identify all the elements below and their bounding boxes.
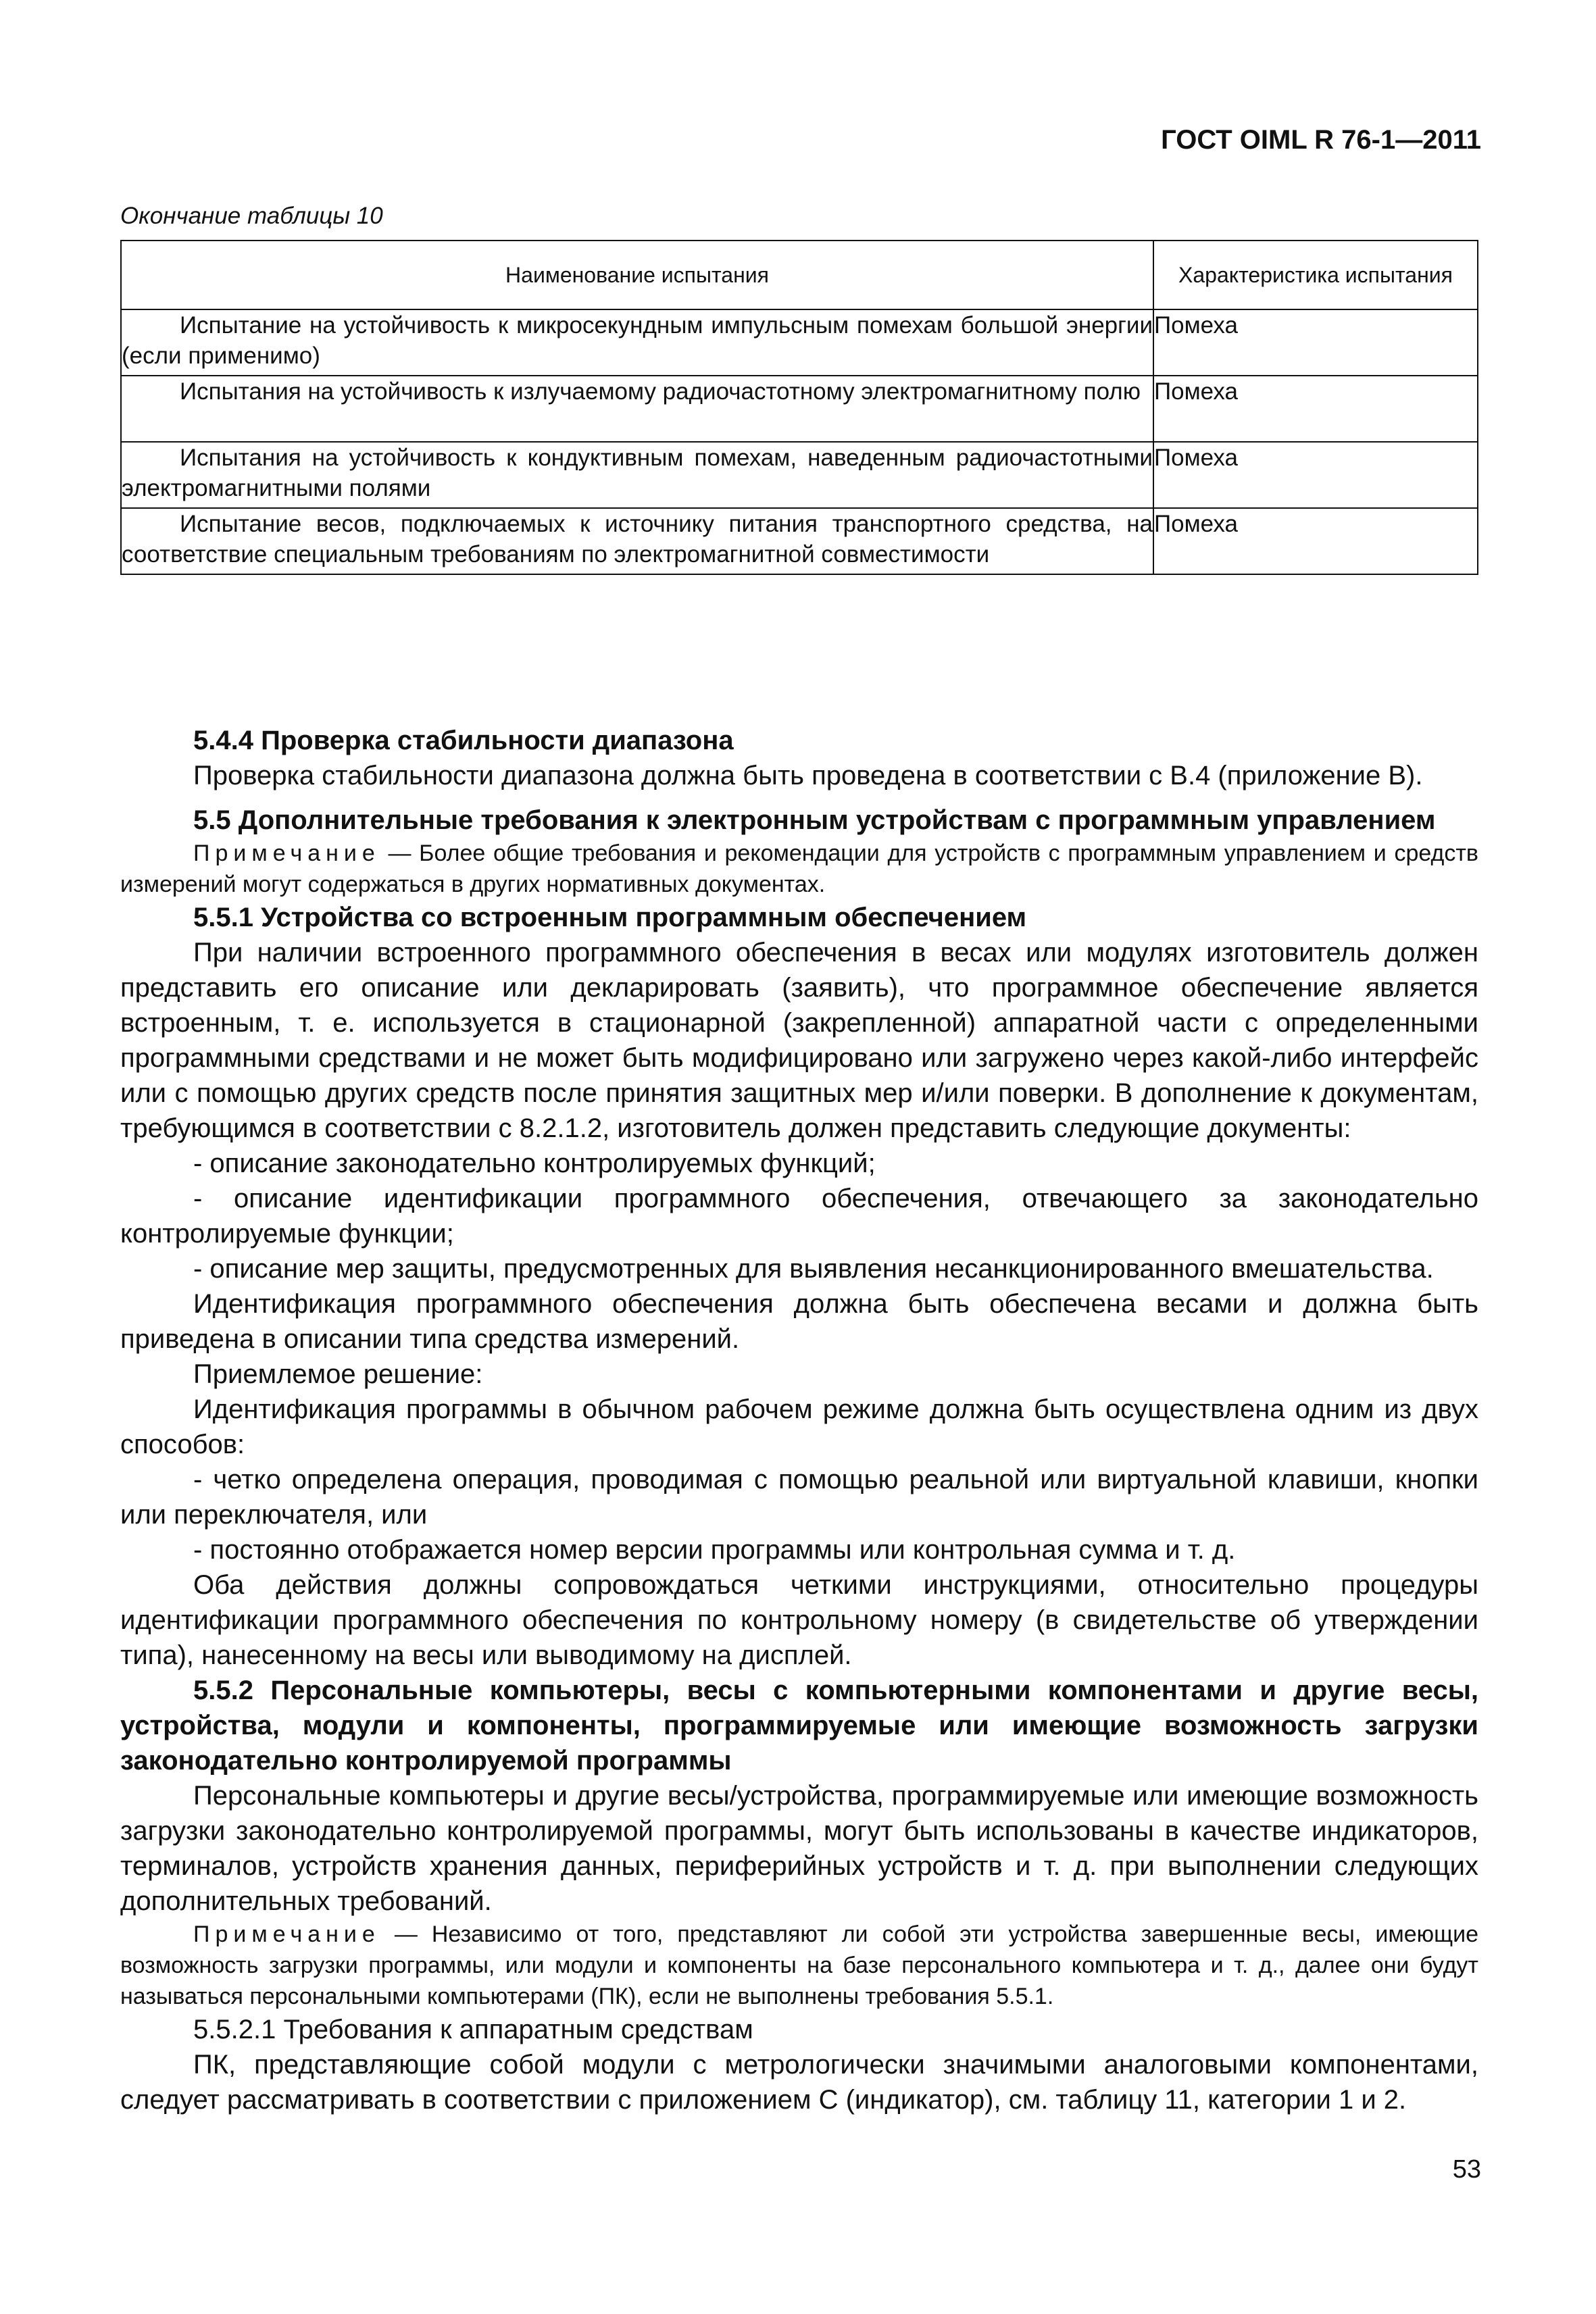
- note: [120, 1919, 1478, 2012]
- tests-table: [120, 240, 1478, 575]
- test-name-cell: Испытание весов, подключаемых к источнику питания транспортного средства, на соответствие специальным требованиям по электромагнитной совместимости: [121, 508, 1153, 574]
- paragraph: Оба действия должны сопровождаться четкими инструкциями, относительно процедуры идентификации программного обеспечения по контрольному номеру (в свидетельстве об утверждении типа), нанесенному на весы или выводимому на дисплей.: [120, 1570, 1478, 1670]
- paragraph: ПК, представляющие собой модули с метрологически значимыми аналоговыми компонентами, следует рассматривать в соответствии с приложением С (индикатор), см. таблицу 11, категории 1 и 2.: [120, 2050, 1478, 2115]
- note-text: — Независимо от того, представляют ли собой эти устройства завершенные весы, имеющие возможность загрузки программы, или модули и компоненты на базе персонального компьютера и т. д., далее они будут называться персональными компьютерами (ПК), если не выполнены требования 5.5.1.: [120, 1921, 1478, 2009]
- paragraph: При наличии встроенного программного обеспечения в весах или модулях изготовитель должен представить его описание или декларировать (заявить), что программное обеспечение является встроенным, т. е. используется в стационарной (закрепленной) аппаратной части с определенными программными средствами и не может быть модифицировано или загружено через какой-либо интерфейс или с помощью других средств после принятия защитных мер и/или поверки. В дополнение к документам, требующимся в соответствии с 8.2.1.2, изготовитель должен представить следующие документы:: [120, 938, 1478, 1143]
- test-kind-cell: Помеха: [1153, 376, 1478, 442]
- document-code: ГОСТ OIML R 76-1—2011: [1161, 125, 1481, 155]
- table-row: [121, 442, 1478, 508]
- table-row: [121, 309, 1478, 376]
- list-item: - описание идентификации программного обеспечения, отвечающего за законодательно контролируемые функции;: [120, 1184, 1478, 1249]
- section-heading-5-5-1: 5.5.1 Устройства со встроенным программным обеспечением: [193, 903, 1027, 932]
- table-row: [121, 508, 1478, 574]
- paragraph: Персональные компьютеры и другие весы/устройства, программируемые или имеющие возможность загрузки законодательно контролируемой программы, могут быть использованы в качестве индикаторов, терминалов, устройств хранения данных, периферийных устройств и т. д. при выполнении следующих дополнительных требований.: [120, 1781, 1478, 1916]
- test-name-cell: Испытания на устойчивость к излучаемому радиочастотному электромагнитному полю: [121, 376, 1153, 442]
- note-label: Примечание: [193, 1921, 380, 1947]
- note: [120, 838, 1478, 900]
- note-text: — Более общие требования и рекомендации для устройств с программным управлением и средств измерений могут содержаться в других нормативных документах.: [120, 840, 1478, 897]
- table-row: [121, 376, 1478, 442]
- test-kind-cell: Помеха: [1153, 309, 1478, 376]
- test-kind-cell: Помеха: [1153, 508, 1478, 574]
- document-body: [120, 723, 1478, 2117]
- paragraph: Идентификация программы в обычном рабочем режиме должна быть осуществлена одним из двух способов:: [120, 1394, 1478, 1459]
- paragraph: Проверка стабильности диапазона должна быть проведена в соответствии с В.4 (приложение В).: [193, 761, 1423, 790]
- test-kind-cell: Помеха: [1153, 442, 1478, 508]
- test-name-cell: Испытание на устойчивость к микросекундным импульсным помехам большой энергии (если применимо): [121, 309, 1153, 376]
- table-header-row: [121, 241, 1478, 309]
- list-item: - четко определена операция, проводимая с помощью реальной или виртуальной клавиши, кнопки или переключателя, или: [120, 1465, 1478, 1530]
- section-heading-5-4-4: 5.4.4 Проверка стабильности диапазона: [193, 726, 734, 755]
- list-item: - описание законодательно контролируемых функций;: [193, 1149, 876, 1178]
- note-label: Примечание: [193, 840, 380, 866]
- section-heading-5-5: 5.5 Дополнительные требования к электронным устройствам с программным управлением: [193, 805, 1436, 835]
- page-number: 53: [1452, 2155, 1481, 2184]
- paragraph: Идентификация программного обеспечения должна быть обеспечена весами и должна быть приведена в описании типа средства измерений.: [120, 1289, 1478, 1354]
- list-item: - постоянно отображается номер версии программы или контрольная сумма и т. д.: [193, 1535, 1236, 1565]
- column-header-test-name: Наименование испытания: [121, 241, 1153, 309]
- paragraph: Приемлемое решение:: [193, 1359, 483, 1389]
- list-item: - описание мер защиты, предусмотренных для выявления несанкционированного вмешательства.: [193, 1254, 1434, 1284]
- section-heading-5-5-2: 5.5.2 Персональные компьютеры, весы с компьютерными компонентами и другие весы, устройства, модули и компоненты, программируемые или имеющие возможность загрузки законодательно контролируемой программы: [120, 1676, 1478, 1776]
- test-name-cell: Испытания на устойчивость к кондуктивным помехам, наведенным радиочастотными электромагнитными полями: [121, 442, 1153, 508]
- table-caption: Окончание таблицы 10: [120, 203, 383, 229]
- column-header-test-kind: Характеристика испытания: [1153, 241, 1478, 309]
- subsection-heading-5-5-2-1: 5.5.2.1 Требования к аппаратным средствам: [193, 2015, 753, 2044]
